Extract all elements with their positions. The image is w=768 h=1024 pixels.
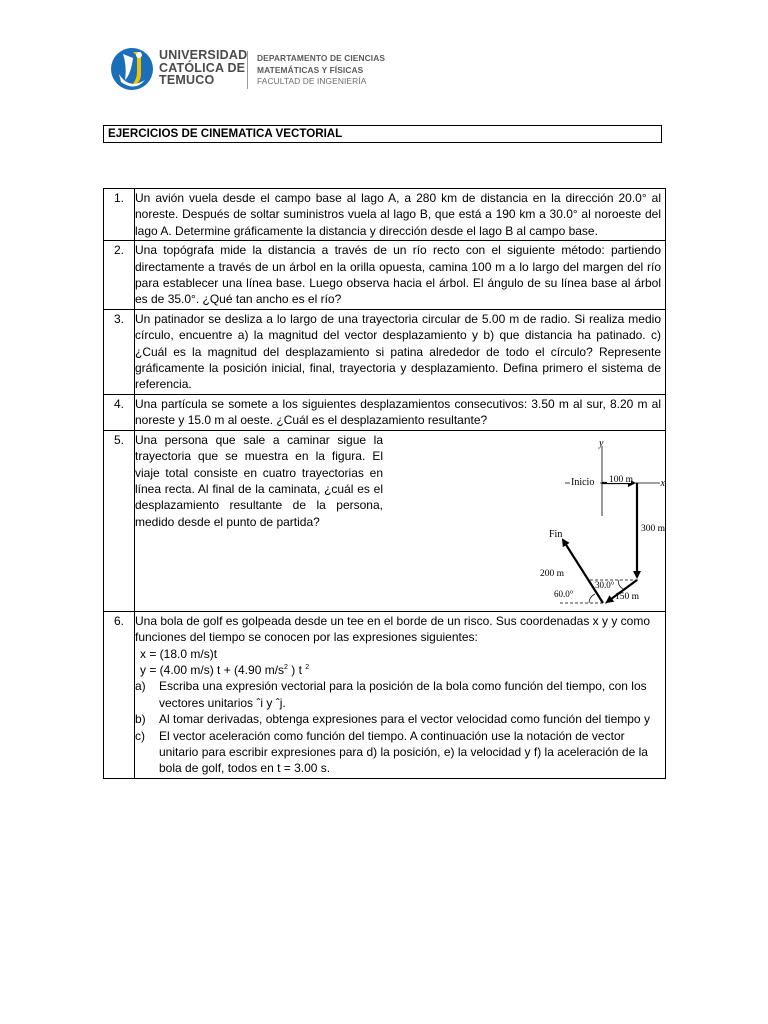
exercise-cell-with-figure: [135, 430, 666, 611]
walking-path-figure: [515, 431, 665, 611]
segment-4-label: 200 m: [540, 568, 565, 579]
department-line-2: MATEMÁTICAS Y FÍSICAS: [257, 64, 364, 75]
exercise-number: 1.: [104, 189, 135, 241]
angle-arc-2: [589, 594, 595, 603]
equation-y-exponent-1: 2: [284, 663, 288, 671]
angle-2-label: 60.0°: [554, 588, 574, 599]
exercise-text: [135, 611, 666, 778]
sub-question-text: Al tomar derivadas, obtenga expresiones para el vector velocidad como función del tiempo y: [159, 712, 650, 727]
equation-x: x = (18.0 m/s)t: [140, 646, 218, 661]
document-title: EJERCICIOS DE CINEMATICA VECTORIAL: [103, 125, 662, 143]
sub-question-text: Escriba una expresión vectorial para la posición de la bola como función del tiempo, con los vectores unitarios ˆi y ˆj.: [159, 679, 647, 710]
exercise-text: Un patinador se desliza a lo largo de una trayectoria circular de 5.00 m de radio. Si realiza medio círculo, encuentre a) la magnitud del vector desplazamiento y b) que distancia ha patinado. c) ¿Cuál es la magnitud del desplazamiento si patina alrededor de todo el círculo? Represente gráficamente la posición inicial, final, trayectoria y desplazamiento. Defina primero el sistema de referencia.: [135, 309, 666, 394]
exercise-row: [104, 430, 666, 611]
university-name: [159, 49, 251, 87]
sub-question-label: c): [135, 728, 145, 743]
sub-question: [135, 711, 661, 727]
equation-y-part-1: y = (4.00 m/s) t + (4.90 m/s: [140, 662, 285, 677]
exercise-text: Una partícula se somete a los siguientes desplazamientos consecutivos: 3.50 m al sur, 8.20 m al noreste y 15.0 m al oeste. ¿Cuál es el desplazamiento resultante?: [135, 394, 666, 430]
exercise-number: 6.: [104, 611, 135, 778]
header-divider: [247, 51, 248, 89]
exercise-text: Una persona que sale a caminar sigue la trayectoria que se muestra en la figura. El viaje total consiste en cuatro trayectorias en línea recta. Al final de la caminata, ¿cuál es el desplazamiento resultante de la persona, medido desde el punto de partida?: [135, 432, 383, 529]
start-label: Inicio: [571, 476, 595, 488]
university-header: [109, 44, 399, 94]
segment-2-label: 300 m: [641, 523, 665, 534]
department-name: [257, 53, 385, 88]
sub-question-text: El vector aceleración como función del tiempo. A continuación use la notación de vector unitario para escribir expresiones para d) la posición, e) la velocidad y f) la aceleración de la bola de golf, todos en t = 3.00 s.: [159, 728, 648, 776]
exercise-number: 3.: [104, 309, 135, 394]
department-line-1: DEPARTAMENTO DE CIENCIAS: [257, 53, 386, 63]
sub-question-label: b): [135, 712, 146, 727]
exercise-table: [103, 188, 666, 779]
angle-arc-1: [619, 580, 624, 589]
sub-question-label: a): [135, 679, 146, 694]
angle-1-label: 30.0°: [595, 579, 615, 590]
exercise-row: [104, 241, 666, 310]
university-line-3: TEMUCO: [159, 73, 215, 87]
exercise-number: 4.: [104, 394, 135, 430]
sub-question: [135, 678, 661, 711]
exercise-row: [104, 611, 666, 778]
equation-y-exponent-2: 2: [305, 663, 310, 671]
faculty-line: FACULTAD DE INGENIERÍA: [257, 76, 367, 86]
sub-questions: [135, 678, 661, 776]
exercise-text: Una topógrafa mide la distancia a través de un río recto con el siguiente método: partiendo directamente a través de un árbol en la orilla opuesta, camina 100 m a lo largo del margen del río para establecer una línea base. Luego observa hacia el árbol. El ángulo de su línea base al árbol es de 35.0°. ¿Qué tan ancho es el río?: [135, 241, 666, 310]
segment-3-label: 150 m: [615, 591, 640, 602]
end-label: Fin: [549, 528, 563, 540]
y-axis-label: y: [599, 437, 604, 449]
exercise-row: [104, 309, 666, 394]
exercise-intro: Una bola de golf es golpeada desde un tee en el borde de un risco. Sus coordenadas x y y como funciones del tiempo se conocen por las expresiones siguientes:: [135, 613, 651, 645]
university-line-2: CATÓLICA DE: [159, 60, 246, 75]
segment-1-label: 100 m: [609, 474, 634, 485]
university-logo-icon: [109, 44, 155, 94]
exercise-text: Un avión vuela desde el campo base al lago A, a 280 km de distancia en la dirección 20.0° al noreste. Después de soltar suministros vuela al lago B, que está a 190 km a 30.0° al noroeste del lago A. Determine gráficamente la distancia y dirección desde el lago B al campo base.: [135, 189, 666, 241]
exercise-row: [104, 189, 666, 241]
x-axis-label: x: [660, 477, 665, 489]
university-line-1: UNIVERSIDAD: [159, 48, 248, 62]
exercise-number: 2.: [104, 241, 135, 310]
sub-question: [135, 728, 661, 777]
exercise-row: [104, 394, 666, 430]
equation-y-part-2: ) t: [287, 662, 302, 677]
exercise-number: 5.: [104, 430, 135, 611]
equation-y: [135, 662, 661, 678]
